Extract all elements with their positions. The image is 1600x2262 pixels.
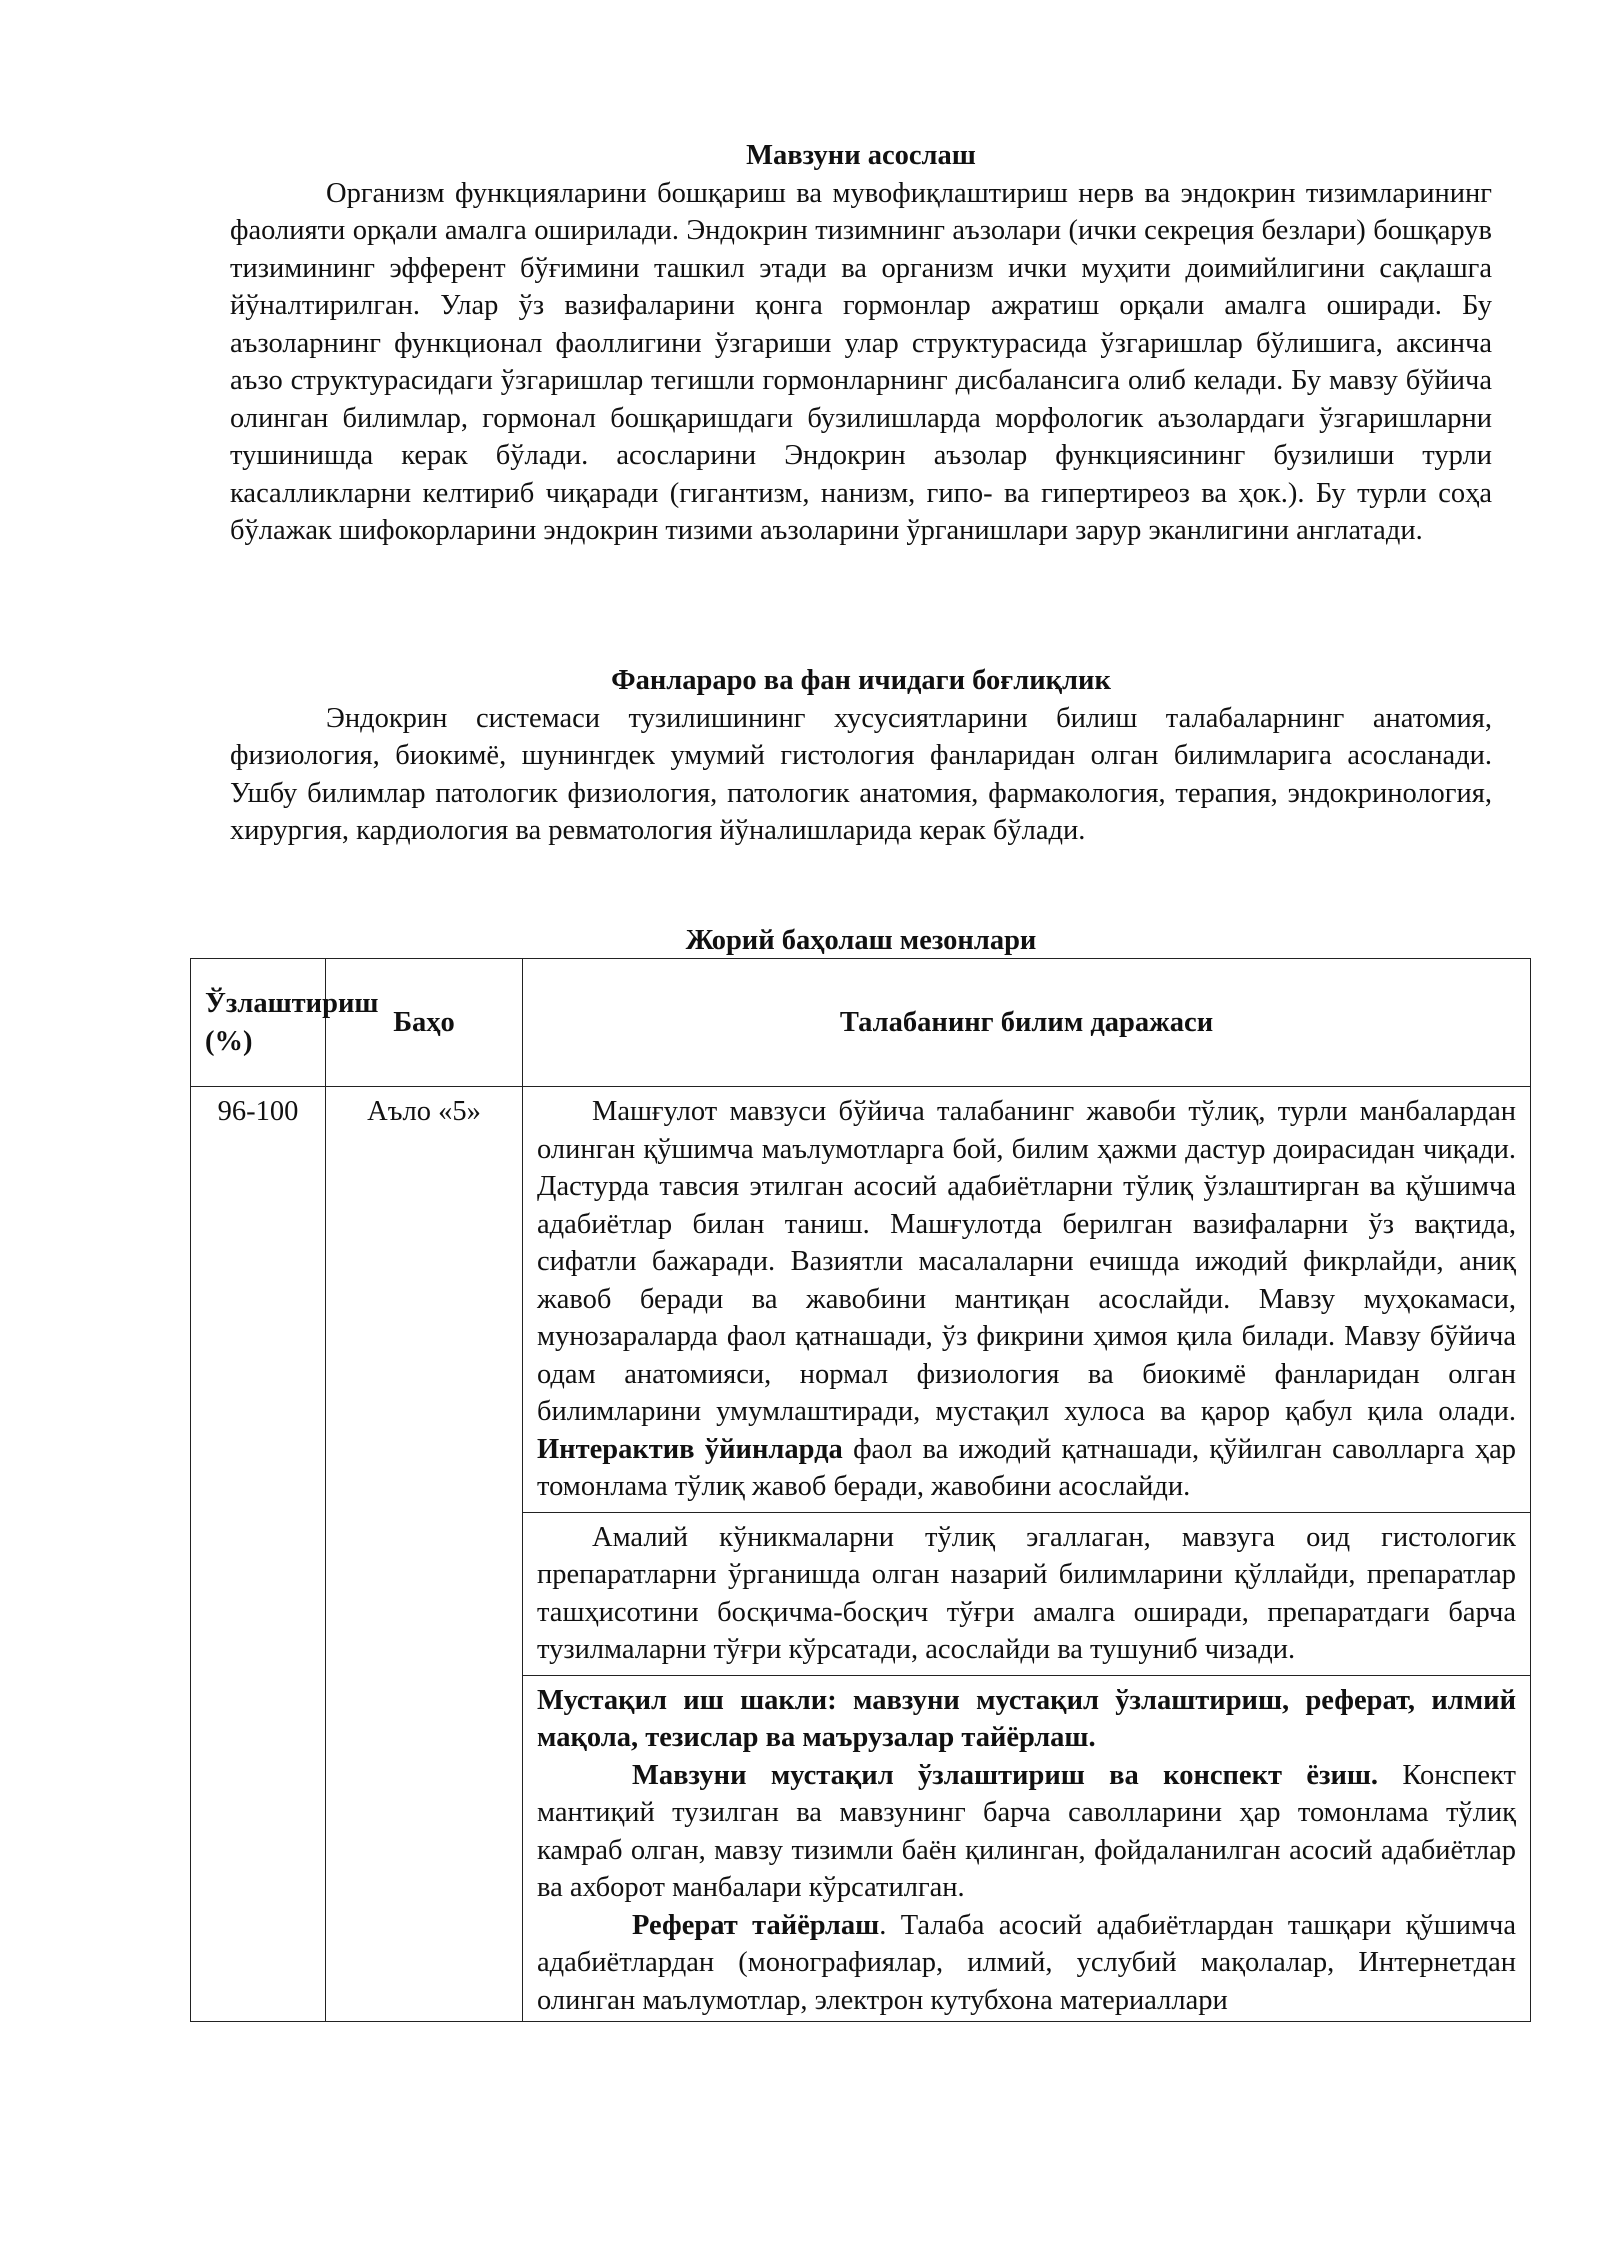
description-text: Машғулот мавзуси бўйича талабанинг жавоби тўлиқ, турли манбалардан олинган қўшимча маълумотларга бой, билим ҳажми дастур доирасидан чиқади. Дастурда тавсия этилган асосий адабиётларни тўлиқ ўзлаштирган ва қўшимча адабиётлар билан таниш. Машғулотда берилган вазифаларни ўз вақтида, сифатли бажаради. Вазиятли масалаларни ечишда ижодий фикрлайди, аниқ жавоб беради ва жавобини мантиқан асослайди. Мавзу муҳокамаси, мунозараларда фаол қатнашади, ўз фикрини ҳимоя қила билади. Мавзу бўйича одам анатомияси, нормал физиология ва биокимё фанларидан олган билимларини умумлаштиради, мустақил хулоса ва қарор қабул қила олади. [537, 1096, 1516, 1427]
summary-writing-heading: Мавзуни мустақил ўзлаштириш ва конспект ёзиш. [632, 1759, 1379, 1791]
section-body-interdisciplinary: Эндокрин системаси тузилишининг хусусиятларини билиш талабаларнинг анатомия, физиология, биокимё, шунингдек умумий гистология фанларидан олган билимларига асосланади. Ушбу билимлар патологик физиология, патологик анатомия, фармакология, терапия, эндокринология, хирургия, кардиология ва ревматология йўналишларида керак бўлади. [230, 702, 1492, 846]
cell-grade: Аъло «5» [326, 1087, 523, 2022]
report-preparation-heading: Реферат тайёрлаш [632, 1909, 880, 1941]
header-grade: Баҳо [326, 959, 523, 1087]
section-rationale [230, 137, 1492, 550]
cell-percent: 96-100 [191, 1087, 326, 2022]
section-body-rationale: Организм функцияларини бошқариш ва мувофиқлаштириш нерв ва эндокрин тизимларининг фаолияти орқали амалга оширилади. Эндокрин тизимнинг аъзолари (ички секреция безлари) бошқарув тизимининг эфферент бўғимини ташкил этади ва организм ички муҳити доимийлигини сақлашга йўналтирилган. Улар ўз вазифаларини қонга гормонлар ажратиш орқали амалга оширади. Бу аъзоларнинг функционал фаоллигини ўзгариши улар структурасида ўзгаришлар бўлишига, аксинча аъзо структурасидаги ўзгаришлар тегишли гормонларнинг дисбалансига олиб келади. Бу мавзу бўйича олинган билимлар, гормонал бошқаришдаги бузилишларда морфологик аъзолардаги ўзгаришларни тушинишда керак бўлади. асосларини Эндокрин аъзолар функциясининг бузилиши турли касалликларни келтириб чиқаради (гигантизм, нанизм, гипо- ва гипертиреоз ва ҳок.). Бу турли соҳа бўлажак шифокорларини эндокрин тизими аъзоларини ўрганишлари зарур эканлигини англатади. [230, 177, 1492, 546]
table-caption-wrap [230, 922, 1492, 960]
section-title-rationale: Мавзуни асослаш [746, 140, 976, 171]
section-title-interdisciplinary: Фанлараро ва фан ичидаги боғлиқлик [611, 665, 1111, 696]
cell-knowledge-description [523, 1087, 1531, 1513]
description-bold-interactive-games: Интерактив ўйинларда [537, 1433, 843, 1465]
report-preparation-text: . Талаба асосий адабиётлардан ташқари қўшимча адабиётлардан (монографиялар, илмий, услубий мақолалар, Интернетдан олинган маълумотлар, электрон кутубхона материаллари [537, 1909, 1516, 2016]
table-caption: Жорий баҳолаш мезонлари [685, 925, 1037, 956]
practical-skills-text: Амалий кўникмаларни тўлиқ эгаллаган, мавзуга оид гистологик препаратларни ўрганишда олган назарий билимларини қўллайди, препаратлар ташҳисотини босқичма-босқич тўғри амалга оширади, препаратдаги барча тузилмаларни тўғри кўрсатади, асослайди ва тушуниб чизади. [537, 1521, 1516, 1665]
independent-work-heading: Мустақил иш шакли: мавзуни мустақил ўзлаштириш, реферат, илмий мақола, тезислар ва маърузалар тайёрлаш. [537, 1684, 1516, 1753]
table-row [191, 1087, 1531, 1513]
cell-practical-skills [523, 1512, 1531, 1675]
header-knowledge-level: Талабанинг билим даражаси [523, 959, 1531, 1087]
summary-writing-text: Конспект мантиқий тузилган ва мавзунинг барча саволларини ҳар томонлама тўлиқ камраб олган, мавзу тизимли баён қилинган, фойдаланилган асосий адабиётлар ва ахборот манбалари кўрсатилган. [537, 1759, 1516, 1903]
table-header-row [191, 959, 1531, 1087]
description-text-end: фаол ва ижодий қатнашади, қўйилган саволларга ҳар томонлама тўлиқ жавоб беради, жавобини асослайди. [537, 1433, 1517, 1502]
grading-criteria-table [190, 958, 1531, 2022]
cell-independent-work [523, 1675, 1531, 2022]
header-mastery-percent: Ўзлаштириш (%) [191, 959, 326, 1087]
section-interdisciplinary [230, 662, 1492, 850]
